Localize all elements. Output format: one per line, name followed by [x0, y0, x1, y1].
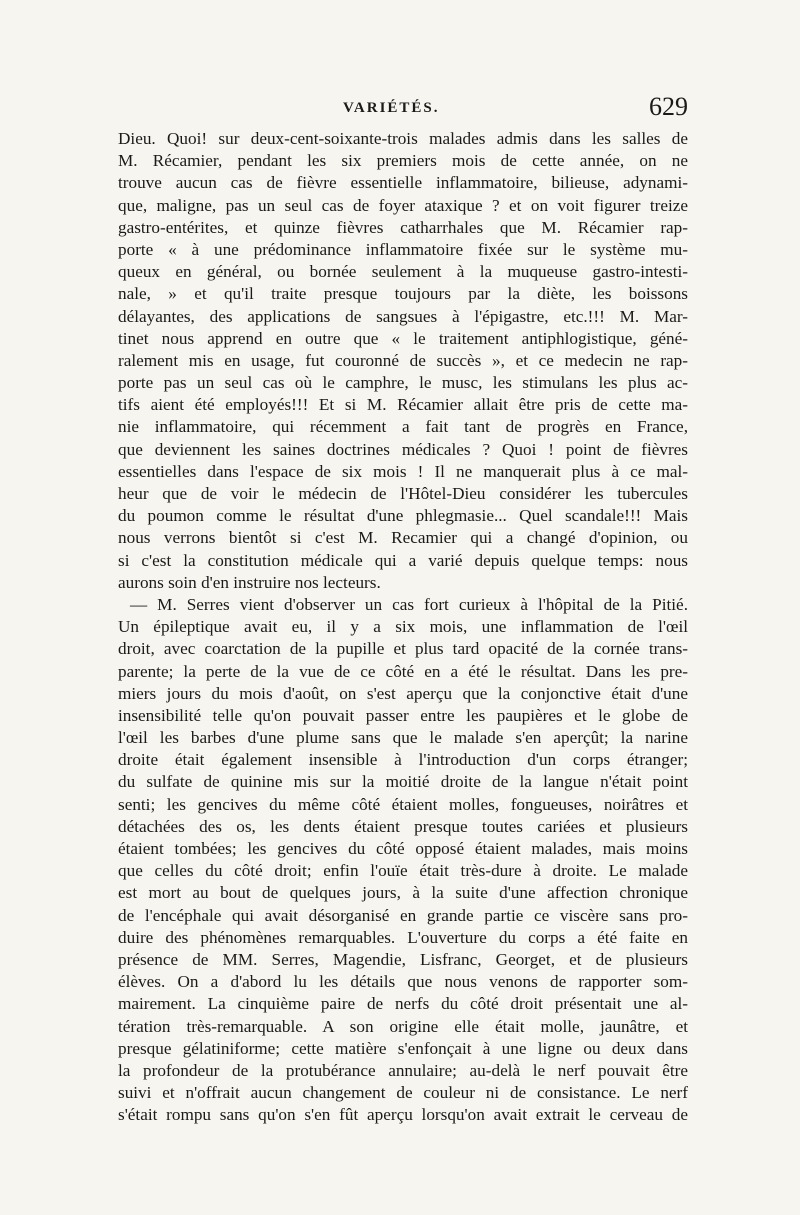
text-line: trouve aucun cas de fièvre essentielle inflammatoire, bilieuse, adynami-: [118, 173, 688, 193]
text-line: miers jours du mois d'août, on s'est aperçu que la conjonctive était d'une: [118, 683, 688, 703]
text-line: la profondeur de la protubérance annulaire; au-delà le nerf pouvait être: [118, 1060, 688, 1080]
text-line: senti; les gencives du même côté étaient molles, fongueuses, noirâtres et: [118, 794, 688, 814]
text-line: si c'est la constitution médicale qui a varié depuis quelque temps: nous: [118, 550, 688, 570]
text-line: porte pas un seul cas où le camphre, le musc, les stimulans les plus ac-: [118, 373, 688, 393]
text-line: essentielles dans l'espace de six mois ! Il ne manquerait plus à ce mal-: [118, 461, 688, 481]
text-line: gastro-entérites, et quinze fièvres catharrhales que M. Récamier rap-: [118, 217, 688, 237]
text-line: l'œil les barbes d'une plume sans que le malade s'en aperçût; la narine: [118, 728, 688, 748]
text-line: présence de MM. Serres, Magendie, Lisfranc, Georget, et de plusieurs: [118, 949, 688, 969]
text-line: parente; la perte de la vue de ce côté en a été le résultat. Dans les pre-: [118, 661, 688, 681]
text-line: du sulfate de quinine mis sur la moitié droite de la langue n'était point: [118, 772, 688, 792]
text-line: insensibilité telle qu'on pouvait passer entre les paupières et le globe de: [118, 705, 688, 725]
text-line: aurons soin d'en instruire nos lecteurs.: [118, 572, 381, 592]
text-line: tinet nous apprend en outre que « le traitement antiphlogistique, géné-: [118, 328, 688, 348]
text-line: que deviennent les saines doctrines médicales ? Quoi ! point de fièvres: [118, 439, 688, 459]
text-line: porte « à une prédominance inflammatoire fixée sur le système mu-: [118, 239, 688, 259]
text-line: Dieu. Quoi! sur deux-cent-soixante-trois malades admis dans les salles de: [118, 129, 688, 148]
text-line: est mort au bout de quelques jours, à la suite d'une affection chronique: [118, 883, 688, 903]
text-line: presque gélatiniforme; cette matière s'enfonçait à une ligne ou deux dans: [118, 1038, 688, 1058]
text-line: — M. Serres vient d'observer un cas fort curieux à l'hôpital de la Pitié.: [130, 594, 688, 614]
text-line: mairement. La cinquième paire de nerfs du côté droit présentait une al-: [118, 994, 688, 1014]
text-line: nale, » et qu'il traite presque toujours par la diète, les boissons: [118, 284, 688, 304]
text-line: tifs aient été employés!!! Et si M. Récamier allait être pris de cette ma-: [118, 395, 688, 415]
text-line: ralement mis en usage, fut couronné de succès », et ce medecin ne rap-: [118, 350, 688, 370]
text-line: s'était rompu sans qu'on s'en fût aperçu lorsqu'on avait extrait le cerveau de: [118, 1105, 688, 1125]
text-line: du poumon comme le résultat d'une phlegmasie... Quel scandale!!! Mais: [118, 506, 688, 526]
text-line: que, maligne, pas un seul cas de foyer ataxique ? et on voit figurer treize: [118, 195, 688, 215]
running-title: VARIÉTÉS.: [343, 100, 440, 116]
text-line: Un épileptique avait eu, il y a six mois, une inflammation de l'œil: [118, 617, 688, 637]
text-line: délayantes, des applications de sangsues à l'épigastre, etc.!!! M. Mar-: [118, 306, 688, 326]
page-number: 629: [649, 92, 688, 121]
text-line: de l'encéphale qui avait désorganisé en grande partie ce viscère sans pro-: [118, 905, 688, 925]
text-line: tération très-remarquable. A son origine elle était molle, jaunâtre, et: [118, 1016, 688, 1036]
text-line: droit, avec coarctation de la pupille et plus tard opacité de la cornée trans-: [118, 639, 688, 659]
text-line: duire des phénomènes remarquables. L'ouverture du corps a été faite en: [118, 927, 688, 947]
text-line: queux en général, ou bornée seulement à la muqueuse gastro-intesti-: [118, 262, 688, 282]
text-line: heur que de voir le médecin de l'Hôtel-Dieu considérer les tubercules: [118, 484, 688, 503]
text-line: droite était également insensible à l'introduction d'un corps étranger;: [118, 750, 688, 770]
text-line: que celles du côté droit; enfin l'ouïe était très-dure à droite. Le malade: [118, 861, 688, 881]
text-line: détachées des os, les dents étaient presque toutes cariées et plusieurs: [118, 816, 688, 836]
text-line: élèves. On a d'abord lu les détails que nous venons de rapporter som-: [118, 972, 688, 992]
text-line: nous verrons bientôt si c'est M. Recamier qui a changé d'opinion, ou: [118, 528, 688, 548]
body-text: [118, 128, 688, 1126]
text-line: nie inflammatoire, qui récemment a fait tant de progrès en France,: [118, 417, 688, 437]
page-header: [118, 92, 688, 132]
text-line: suivi et n'offrait aucun changement de couleur ni de consistance. Le nerf: [118, 1083, 688, 1103]
text-line: M. Récamier, pendant les six premiers mois de cette année, on ne: [118, 151, 688, 171]
text-line: étaient tombées; les gencives du côté opposé étaient malades, mais moins: [118, 839, 688, 858]
